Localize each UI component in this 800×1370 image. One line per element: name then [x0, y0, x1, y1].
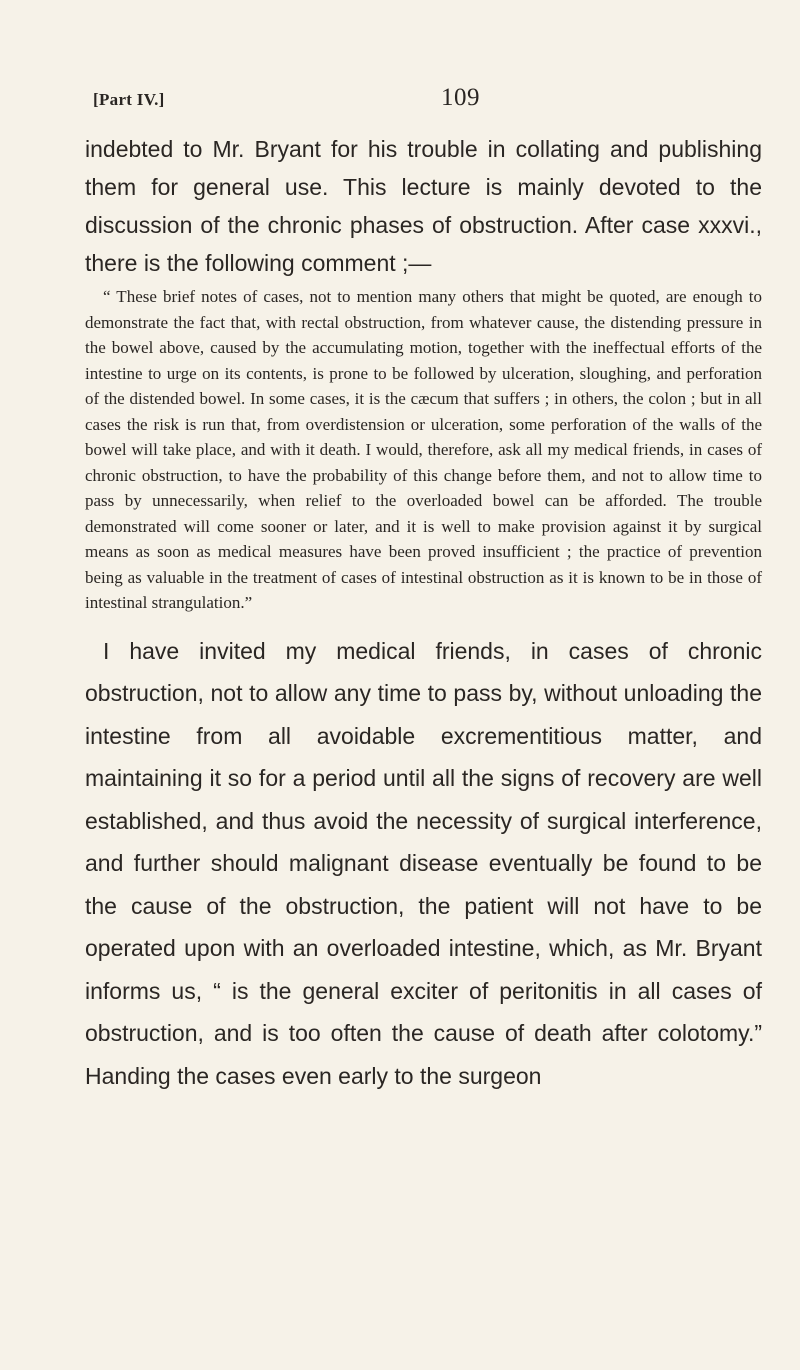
page-header	[85, 84, 762, 130]
paragraph-invitation: I have invited my medical friends, in cases of chronic obstruction, not to allow any time to pass by, without unloading the intestine from all avoidable excrementitious matter, and maintaining it so for a period until all the signs of recovery are well established, and thus avoid the necessity of surgical interference, and further should malignant disease eventually be found to be the cause of the obstruction, the patient will not have to be operated upon with an overloaded intestine, which, as Mr. Bryant informs us, “ is the general exciter of peritonitis in all cases of obstruction, and is too often the cause of death after colotomy.” Handing the cases even early to the surgeon	[85, 637, 762, 1089]
paragraph-intro: indebted to Mr. Bryant for his trouble in collating and publishing them for general use. This lecture is mainly devoted to the discussion of the chronic phases of obstruction. After case xxxvi., there is the following comment ;—	[85, 136, 762, 276]
page-number: 109	[441, 84, 480, 111]
quoted-comment: “ These brief notes of cases, not to mention many others that might be quoted, are enough to demonstrate the fact that, with rectal obstruction, from whatever cause, the distending pressure in the bowel above, caused by the accumulating motion, together with the ineffectual efforts of the intestine to urge on its contents, is prone to be followed by ulceration, sloughing, and perforation of the distended bowel. In some cases, it is the cæcum that suffers ; in others, the colon ; but in all cases the risk is run that, from overdistension or ulceration, some perforation of the walls of the bowel will take place, and with it death. I would, therefore, ask all my medical friends, in cases of chronic obstruction, to have the probability of this change before them, and not to allow time to pass by unnecessarily, when relief to the overloaded bowel can be afforded. The trouble demonstrated will come sooner or later, and it is well to make provision against it by surgical means as soon as medical measures have been proved insufficient ; the practice of prevention being as valuable in the treatment of cases of intestinal obstruction as it is known to be in those of intestinal strangulation.”	[85, 287, 762, 612]
part-label: [Part IV.]	[93, 90, 165, 109]
